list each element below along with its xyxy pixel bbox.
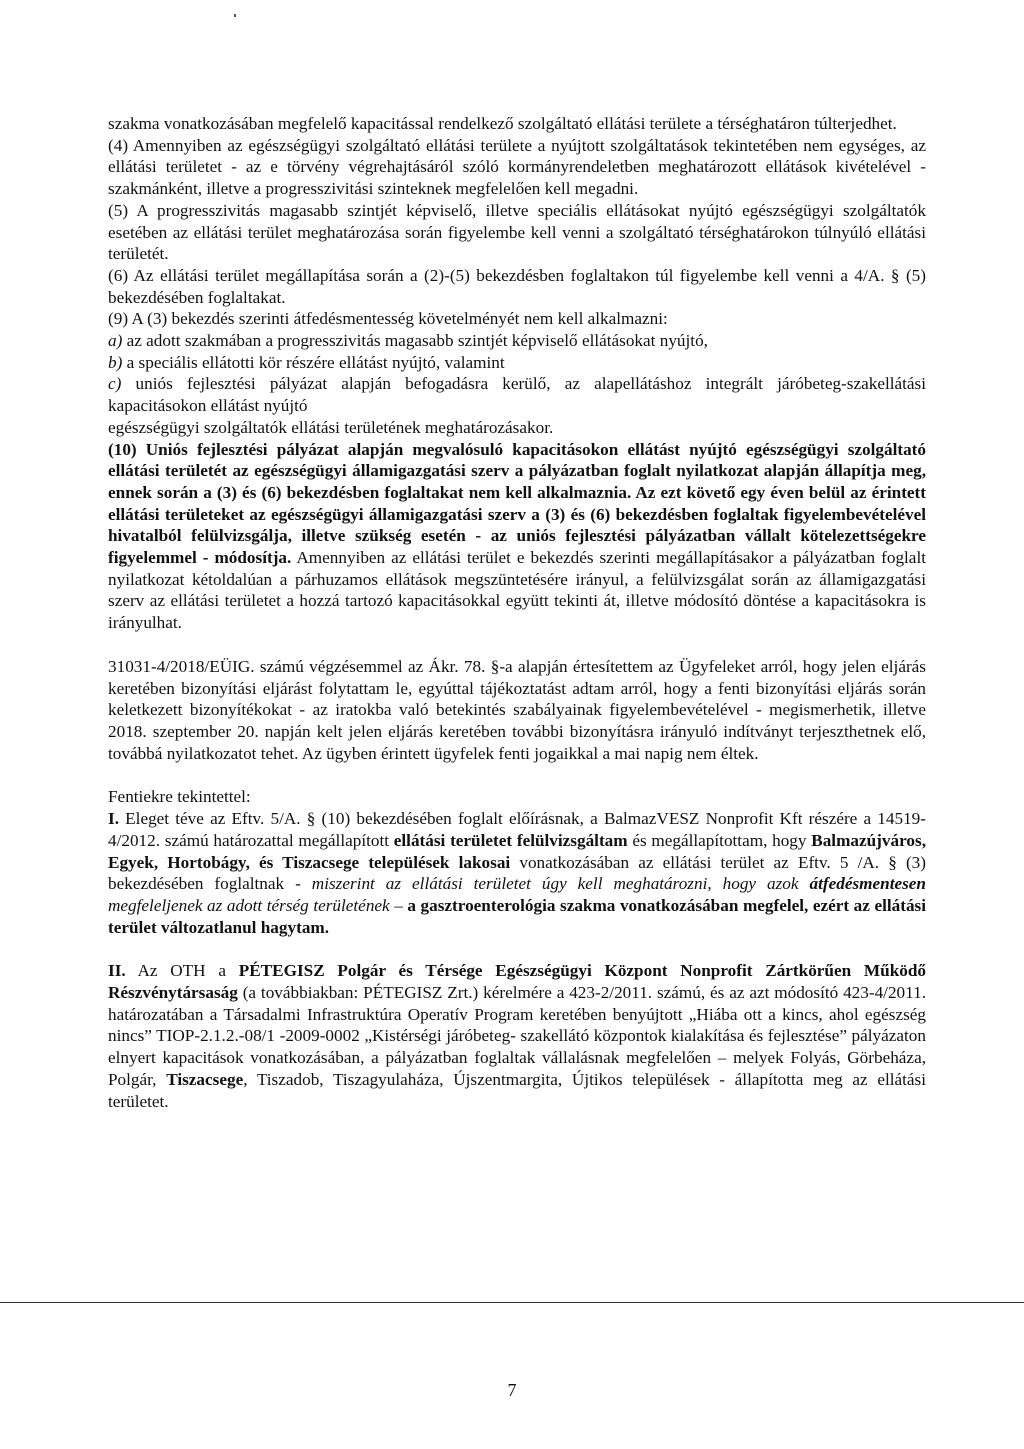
paragraph: szakma vonatkozásában megfelelő kapacitással rendelkező szolgáltató ellátási területe a térséghatáron túlterjedhet. [108, 114, 897, 133]
paragraph [108, 352, 926, 374]
text-run: átfedésmentesen [809, 874, 926, 894]
paragraph: 31031-4/2018/EÜIG. számú végzésemmel az Ákr. 78. §-a alapján értesítettem az Ügyfeleket arról, hogy jelen eljárás keretében bizonyítási eljárást folytattam le, egyúttal tájékoztatást adtam arról, hogy a fenti bizonyítási eljárás során keletkezett bizonyítékokat - az iratokba való betekintés szabályainak figyelembevételével - megismerhetik, illetve 2018. szeptember 20. napján kelt jelen eljárás keretében további bizonyításra irányuló indítványt terjeszthetnek elő, továbbá nyilatkozatot tehet. Az ügyben érintett ügyfelek fenti jogaikkal a mai napig nem éltek. [108, 656, 926, 763]
text-run: (10) Uniós fejlesztési pályázat alapján megvalósuló kapacitásokon ellátást nyújtó egészségügyi szolgáltató ellátási területét az egészségügyi államigazgatási szerv a pályázatban foglalt nyilatkozat alapján állapítja meg, ennek során a (3) és (6) bekezdésben foglaltakat nem kell alkalmaznia. Az ezt követő egy éven belül az érintett ellátási területeket az egészségügyi államigazgatási szerv a (3) és (6) bekezdésben foglaltak figyelembevételével hivatalból felülvizsgálja, illetve szükség esetén - az uniós fejlesztési pályázatban vállalt kötelezettségekre figyelemmel - módosítja. [108, 439, 926, 568]
scan-underline [0, 1302, 1024, 1303]
text-run: vonatkozásában az ellátási terület az Eftv. 5 /A. § (3) bekezdésében foglaltnak - [108, 852, 927, 894]
text-run: , Tiszadob, Tiszagyulaháza, Újszentmargita, Újtikos települések - állapította meg az ellátási területet. [108, 1069, 927, 1111]
text-run: a gasztroenterológia szakma vonatkozásában megfelel, ezért az ellátási terület változatlanul hagytam. [108, 895, 927, 937]
paragraph-gap [108, 938, 926, 960]
paragraph [108, 960, 926, 1112]
paragraph [108, 439, 926, 634]
paragraph: egészségügyi szolgáltatók ellátási területének meghatározásakor. [108, 417, 554, 437]
document-body [108, 113, 926, 1112]
paragraph: Fentiekre tekintettel: [108, 787, 251, 807]
paragraph [108, 808, 926, 938]
text-run: az adott szakmában a progresszivitás magasabb szintjét képviselő ellátásokat nyújtó, [122, 331, 708, 351]
paragraph: (6) Az ellátási terület megállapítása során a (2)-(5) bekezdésben foglaltakon túl figyelembe kell venni a 4/A. § (5) bekezdésében foglaltakat. [108, 265, 926, 307]
text-run: c) [108, 374, 122, 394]
page-number: 7 [507, 1380, 517, 1400]
text-run: megfeleljenek az adott térség területének – [108, 895, 403, 915]
paragraph-gap [108, 634, 926, 656]
text-run: (a továbbiakban: PÉTEGISZ Zrt.) kérelmére a 423-2/2011. számú, és az azt módosító 423-4/2011. határozatában a Társadalmi Infrastruktúra Operatív Program keretében benyújtott „Hiába ott a kincs, ahol egészség nincs” TIOP-2.1.2.-08/1 -2009-0002 „Kistérségi járóbeteg- szakellátó központok kialakítása és fejlesztése” pályázaton elnyert kapacitások vonatkozásában, a pályázatban foglaltak vállalásnak megfelelően – melyek Folyás, Görbeháza, Polgár, [108, 983, 926, 1089]
text-run: Az OTH a [125, 961, 239, 981]
text-run: I. [108, 809, 119, 829]
paragraph-gap [108, 764, 926, 786]
text-run: a speciális ellátotti kör részére ellátást nyújtó, valamint [122, 352, 505, 372]
text-run: II. [108, 961, 126, 981]
text-run: Amennyiben az ellátási terület e bekezdés szerinti megállapításakor a pályázatban foglalt nyilatkozat kétoldalúan a párhuzamos ellátások megszüntetésére irányul, a felülvizsgálat során az államigazgatási szerv az ellátási területet a hozzá tartozó kapacitásokkal együtt tekinti át, illetve módosító döntése a kapacitásokra is irányulhat. [108, 548, 926, 633]
paragraph [108, 373, 926, 416]
paragraph: (4) Amennyiben az egészségügyi szolgáltató ellátási területe a nyújtott szolgáltatások tekintetében nem egységes, az ellátási területet - az e törvény végrehajtásáról szóló kormányrendeletben meghatározott ellátások kivételével - szakmánként, illetve a progresszivitási szinteknek megfelelően kell megadni. [108, 135, 926, 199]
text-run: b) [108, 352, 123, 372]
paragraph [108, 330, 926, 352]
text-run: uniós fejlesztési pályázat alapján befogadásra kerülő, az alapellátáshoz integrált járóbeteg-szakellátási kapacitásokon ellátást nyújtó [108, 374, 926, 416]
text-run: Eleget téve az Eftv. 5/A. § (10) bekezdésében foglalt előírásnak, a BalmazVESZ Nonprofit Kft részére a 14519-4/2012. számú határozattal megállapított [108, 809, 926, 850]
text-run: és megállapítottam, hogy [627, 830, 812, 850]
scan-speck [234, 14, 236, 17]
text-run: miszerint az ellátási területet úgy kell meghatározni, hogy azok [311, 874, 810, 894]
text-run: Balmazújváros, Egyek, Hortobágy, és Tiszacsege települések lakosai [108, 830, 926, 872]
text-run: Tiszacsege [166, 1069, 244, 1089]
text-run: a) [108, 331, 123, 351]
text-run: ellátási területet felülvizsgáltam [393, 830, 628, 850]
paragraph: (9) A (3) bekezdés szerinti átfedésmentesség követelményét nem kell alkalmazni: [108, 309, 668, 329]
paragraph: (5) A progresszivitás magasabb szintjét képviselő, illetve speciális ellátásokat nyújtó egészségügyi szolgáltatók esetében az ellátási terület meghatározása során figyelembe kell venni a szolgáltató térséghatárokon túlnyúló ellátási területét. [108, 200, 926, 264]
text-run: PÉTEGISZ Polgár és Térsége Egészségügyi Központ Nonprofit Zártkörűen Működő Részvénytársaság [108, 961, 926, 1003]
